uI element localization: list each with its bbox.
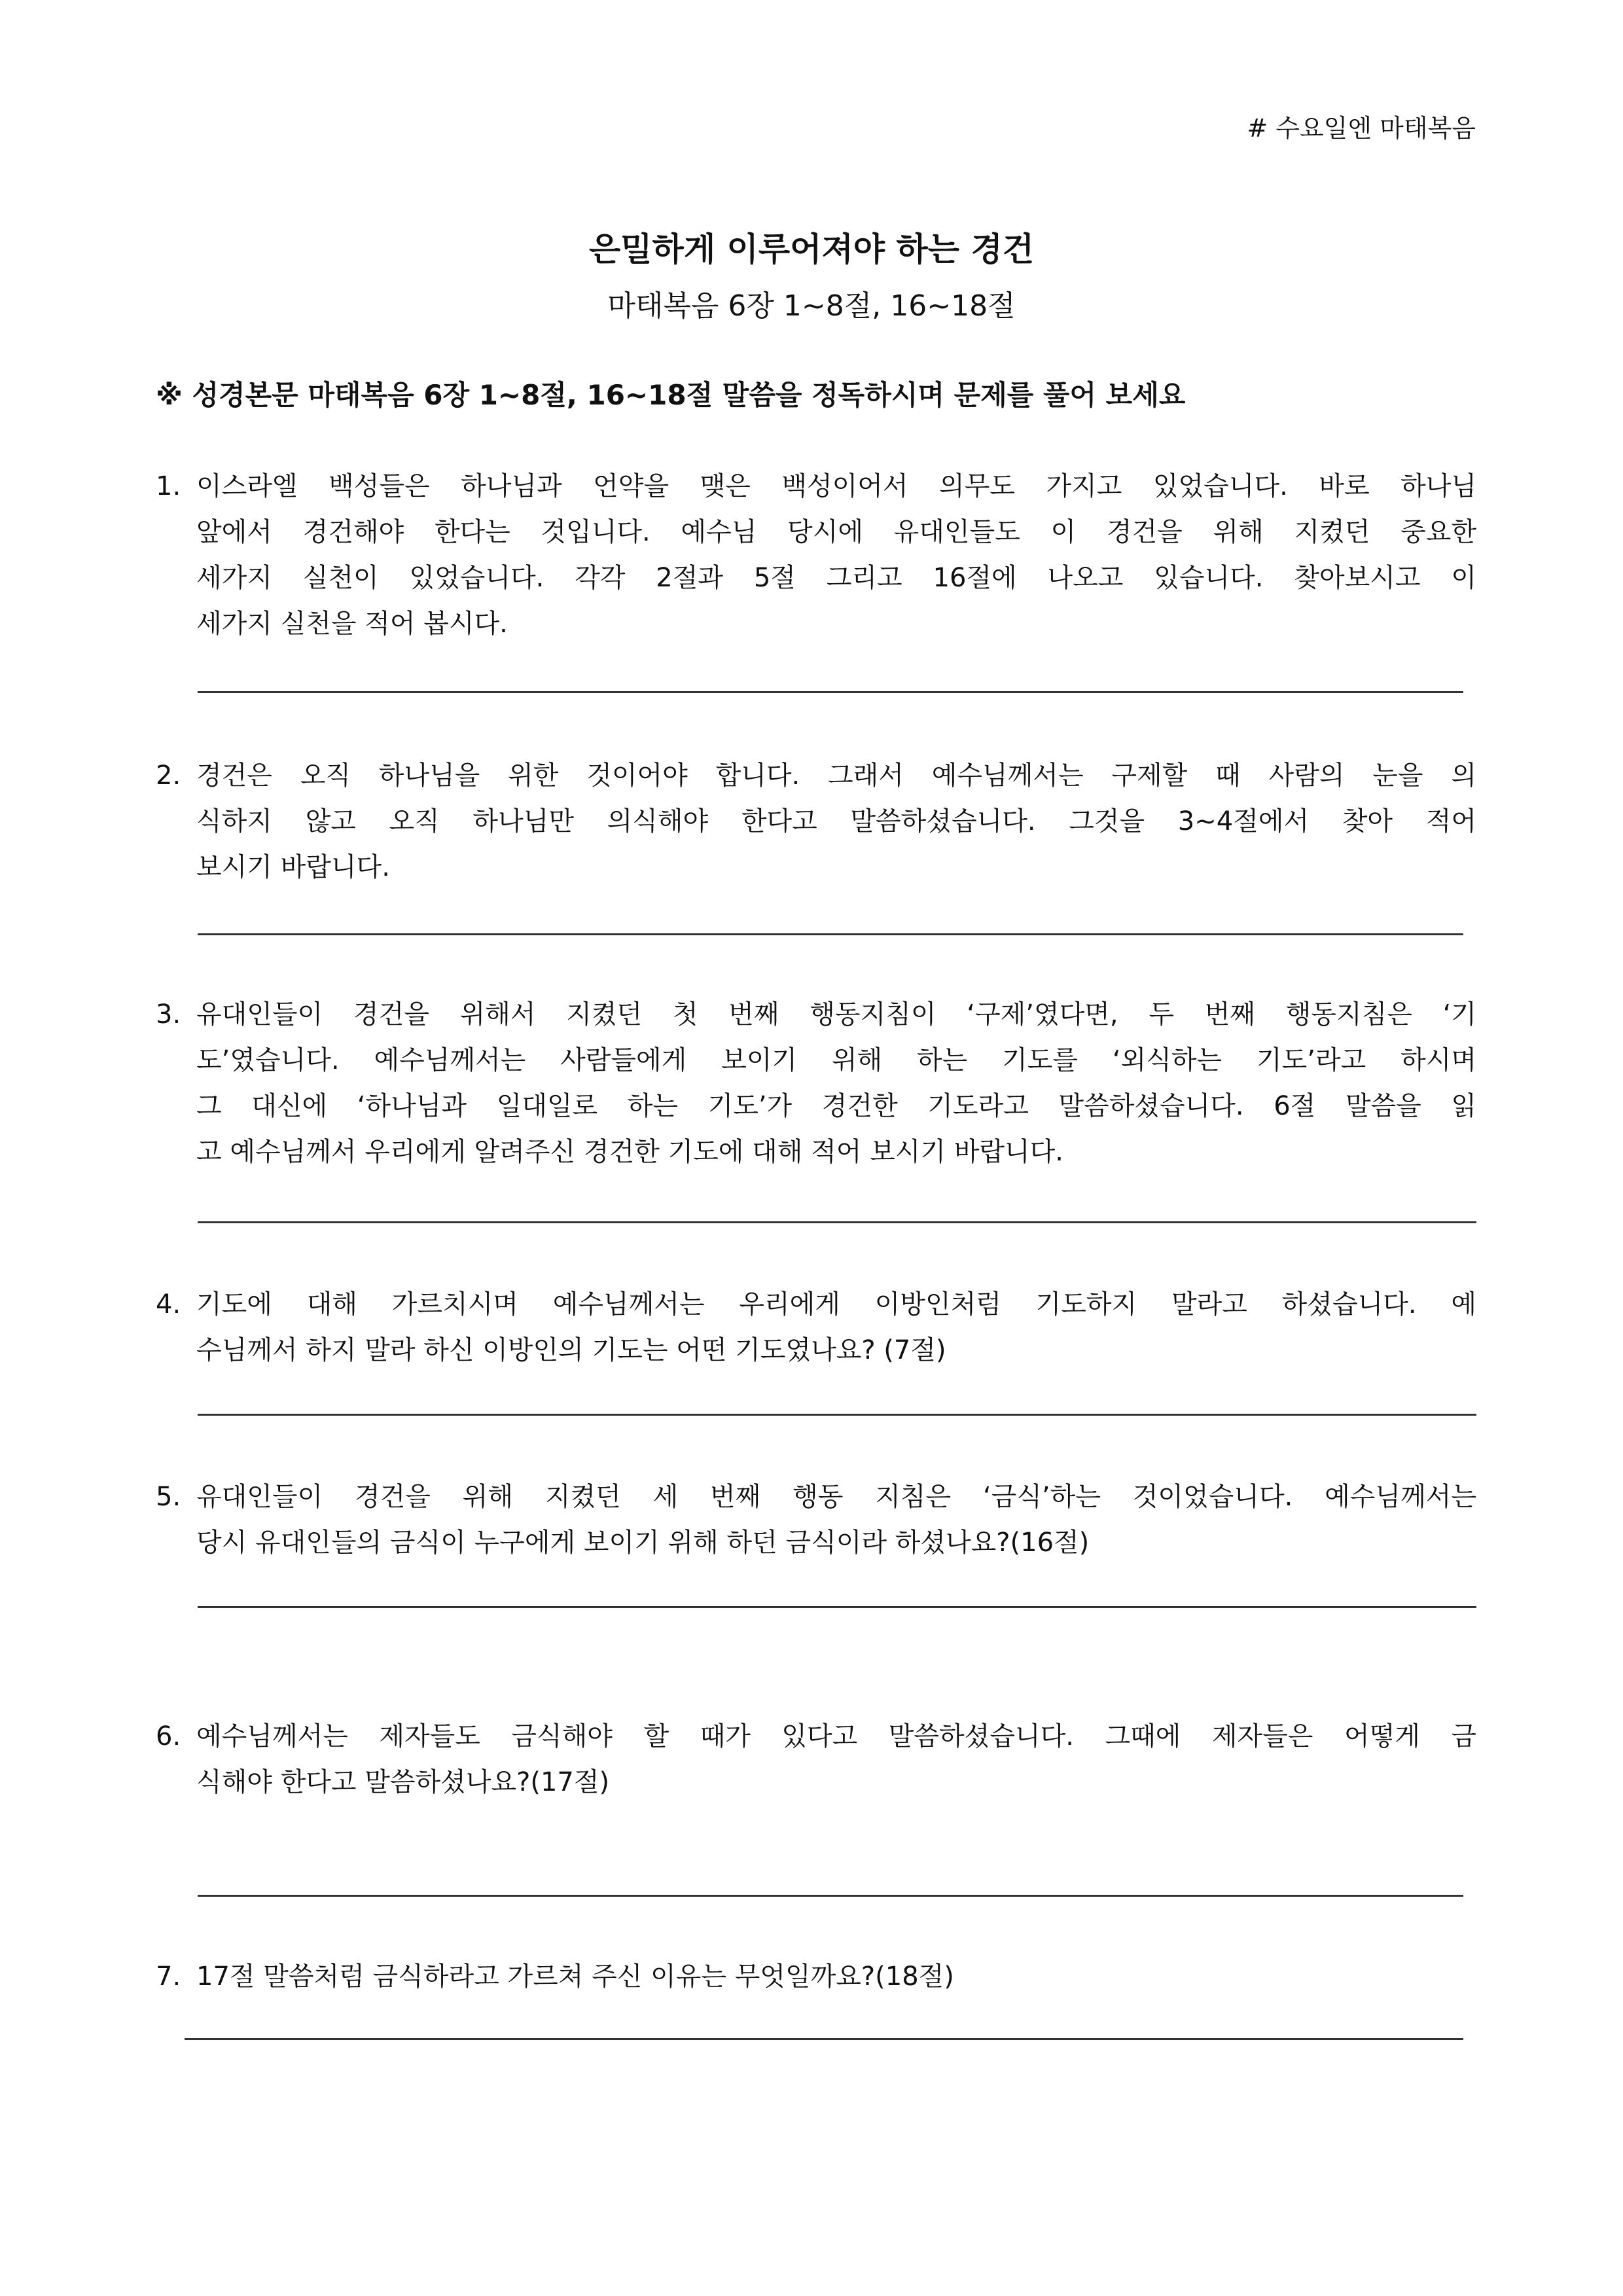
question-text-line: 보시기 바랍니다. — [196, 852, 390, 882]
header-tag: # 수요일엔 마태복음 — [1247, 114, 1476, 143]
question-2 — [156, 753, 1476, 890]
answer-line-4[interactable] — [198, 1414, 1476, 1416]
question-7 — [156, 1954, 1476, 2000]
question-1 — [156, 463, 1476, 647]
answer-line-3[interactable] — [198, 1221, 1476, 1223]
question-text-line: 예수님께서는 제자들도 금식해야 할 때가 있다고 말씀하셨습니다. 그때에 제자들은 어떻게 금 — [196, 1721, 1476, 1751]
question-text-line: 고 예수님께서 우리에게 알려주신 경건한 기도에 대해 적어 보시기 바랍니다. — [196, 1137, 1063, 1167]
question-text-line: 식해야 한다고 말씀하셨나요?(17절) — [196, 1767, 610, 1797]
question-text-line: 기도에 대해 가르치시며 예수님께서는 우리에게 이방인처럼 기도하지 말라고 하셨습니다. 예 — [196, 1289, 1476, 1319]
answer-line-5[interactable] — [198, 1606, 1476, 1608]
instruction-text: ※ 성경본문 마태복음 6장 1~8절, 16~18절 말씀을 정독하시며 문제를 풀어 보세요 — [156, 379, 1186, 411]
question-number: 7. — [156, 1962, 181, 1992]
question-6 — [156, 1713, 1476, 1805]
question-5 — [156, 1474, 1476, 1566]
answer-line-2[interactable] — [198, 933, 1463, 935]
question-number: 1. — [156, 471, 181, 501]
question-number: 6. — [156, 1721, 181, 1751]
answer-line-7[interactable] — [185, 2038, 1463, 2040]
question-text-line: 수님께서 하지 말라 하신 이방인의 기도는 어떤 기도였나요? (7절) — [196, 1335, 946, 1365]
question-number: 4. — [156, 1289, 181, 1319]
answer-line-1[interactable] — [198, 691, 1463, 693]
question-text-line: 앞에서 경건해야 한다는 것입니다. 예수님 당시에 유대인들도 이 경건을 위해 지켰던 중요한 — [196, 517, 1476, 547]
question-text-line: 이스라엘 백성들은 하나님과 언약을 맺은 백성이어서 의무도 가지고 있었습니다. 바로 하나님 — [196, 471, 1476, 501]
question-4 — [156, 1282, 1476, 1373]
question-text-line: 도’였습니다. 예수님께서는 사람들에게 보이기 위해 하는 기도를 ‘외식하는 기도’라고 하시며 — [196, 1045, 1476, 1075]
page-title: 은밀하게 이루어져야 하는 경건 — [588, 230, 1035, 268]
question-number: 3. — [156, 999, 181, 1030]
question-text-line: 17절 말씀처럼 금식하라고 가르쳐 주신 이유는 무엇일까요?(18절) — [196, 1962, 954, 1992]
question-text-line: 경건은 오직 하나님을 위한 것이어야 합니다. 그래서 예수님께서는 구제할 때 사람의 눈을 의 — [196, 761, 1476, 791]
question-text-line: 식하지 않고 오직 하나님만 의식해야 한다고 말씀하셨습니다. 그것을 3~4절에서 찾아 적어 — [196, 806, 1476, 836]
question-text-line: 유대인들이 경건을 위해서 지켰던 첫 번째 행동지침이 ‘구제’였다면, 두 번째 행동지침은 ‘기 — [196, 999, 1476, 1030]
answer-line-6[interactable] — [198, 1895, 1463, 1897]
question-text-line: 유대인들이 경건을 위해 지켰던 세 번째 행동 지침은 ‘금식’하는 것이었습니다. 예수님께서는 — [196, 1482, 1476, 1512]
question-3 — [156, 992, 1476, 1175]
question-number: 5. — [156, 1482, 181, 1512]
question-text-line: 그 대신에 ‘하나님과 일대일로 하는 기도’가 경건한 기도라고 말씀하셨습니다. 6절 말씀을 읽 — [196, 1091, 1476, 1121]
scripture-reference: 마태복음 6장 1~8절, 16~18절 — [607, 289, 1016, 323]
question-text-line: 세가지 실천을 적어 봅시다. — [196, 609, 508, 639]
question-text-line: 당시 유대인들의 금식이 누구에게 보이기 위해 하던 금식이라 하셨나요?(16절) — [196, 1528, 1090, 1558]
question-number: 2. — [156, 761, 181, 791]
question-text-line: 세가지 실천이 있었습니다. 각각 2절과 5절 그리고 16절에 나오고 있습니다. 찾아보시고 이 — [196, 563, 1476, 593]
